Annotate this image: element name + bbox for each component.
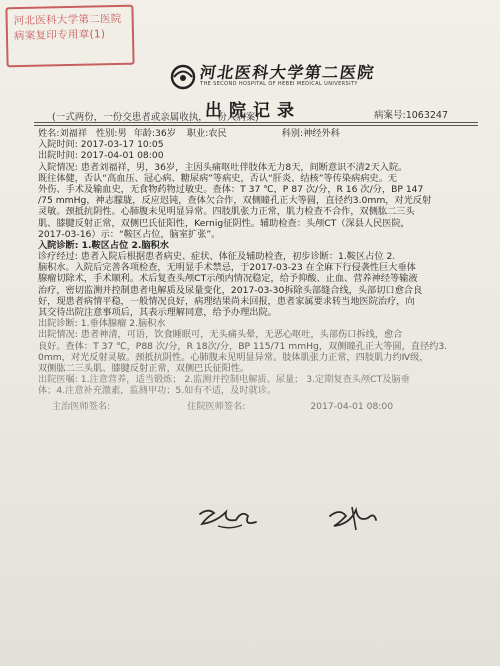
copy-stamp: 河北医科大学第二医院 病案复印专用章(1) xyxy=(5,5,134,68)
admission-status: 入院情况: 患者刘福祥，男，36岁，主因头痛呕吐伴肢体无力8天，间断意识不清2天入院。 既往体健，否认“高血压、冠心病、糖尿病”等病史，否认“肝炎、结核”等传染病病史。无 外伤、手术及输血史，无食物药物过敏史。查体：T 37 ℃，P 87 次/分，R 16 次/分，BP 147 /75 mmHg，神志朦胧，反应迟钝，查体欠合作，双侧瞳孔正大等圆，直径约3.0mm，对光反射 灵敏。颈抵抗阴性。心肺腹未见明显异常。四肢肌张力正常，肌力检查不合作，双侧肱二三头 肌、膝腱反射正常，双侧巴氏征阳性，Kernig征阴性。辅助检查：头颅CT（深县人民医院， 2017-03-16）示：“鞍区占位，脑室扩张”。 xyxy=(38,161,432,240)
attending-signature-label: 主治医师签名: xyxy=(52,400,111,412)
hospital-logo-icon xyxy=(168,61,198,91)
record-number: 病案号:1063247 xyxy=(374,110,449,121)
patient-age: 年龄:36岁 xyxy=(133,128,176,139)
admit-time: 入院时间: 2017-03-17 10:05 xyxy=(38,139,164,151)
resident-handwritten-signature xyxy=(326,504,380,532)
patient-sex: 性别:男 xyxy=(95,128,127,139)
patient-info-row xyxy=(38,128,478,139)
discharge-time: 出院时间: 2017-04-01 08:00 xyxy=(38,150,164,162)
hospital-name: 河北医科大学第二医院 xyxy=(198,63,377,82)
discharge-status: 出院情况: 患者神清，可语，饮食睡眠可，无头痛头晕，无恶心呕吐，头部伤口拆线，愈合 良好。查体：T 37 ℃，P88 次/分，R 18次/分，BP 115/71 mmHg，双侧瞳孔正大等圆，直径约3. 0mm，对光反射灵敏。颈抵抗阴性。心肺腹未见明显异常。肢体肌张力正常，四肢肌力约Ⅳ级， 双侧肱二三头肌、膝腱反射正常，双侧巴氏征阳性。 xyxy=(38,329,448,374)
admission-diagnosis: 入院诊断: 1.鞍区占位 2.脑积水 xyxy=(38,239,169,251)
divider xyxy=(34,125,478,126)
page-title: 出院记录 xyxy=(205,101,301,121)
patient-department: 科别:神经外科 xyxy=(281,128,340,139)
patient-name: 姓名:刘福祥 xyxy=(38,128,88,139)
patient-occupation: 职业:农民 xyxy=(186,128,227,139)
resident-signature-label: 住院医师签名: xyxy=(187,400,246,412)
signature-date: 2017-04-01 08:00 xyxy=(310,400,394,412)
hospital-name-en: THE SECOND HOSPITAL OF HEBEI MEDICAL UNIVERSITY xyxy=(200,81,358,87)
discharge-orders: 出院医嘱: 1.注意营养，适当锻炼； 2.监测并控制电解质、尿量； 3.定期复查头颅CT及脑垂 体；4.注意补充激素，监测甲功；5.如有不适，及时就诊。 xyxy=(38,374,410,397)
discharge-diagnosis: 出院诊断: 1.垂体腺瘤 2.脑积水 xyxy=(38,318,166,330)
divider xyxy=(34,122,478,123)
record-body xyxy=(38,128,478,412)
copy-note: (一式两份，一份交患者或亲属收执，一份入病案) xyxy=(52,112,259,123)
signature-row xyxy=(38,401,478,412)
treatment-course: 诊疗经过: 患者入院后根据患者病史、症状、体征及辅助检查，初步诊断：1.鞍区占位 2. 脑积水。入院后完善各项检查，无明显手术禁忌，于2017-03-23 在全麻下行侵袭性巨大垂体 腺瘤切除术，手术顺利。术后复查头颅CT示颅内情况稳定，给予抑酸、止血、营养神经等输液 治疗，密切监测并控制患者电解质及尿量变化，2017-03-30拆除头部缝合线，头部切口愈合良 好，现患者病情平稳，一般情况良好，病理结果尚未回报，患者家属要求转当地医院治疗，向 其交待出院注意事项后，其表示理解同意，给予办理出院。 xyxy=(38,251,423,318)
attending-handwritten-signature xyxy=(196,504,260,532)
